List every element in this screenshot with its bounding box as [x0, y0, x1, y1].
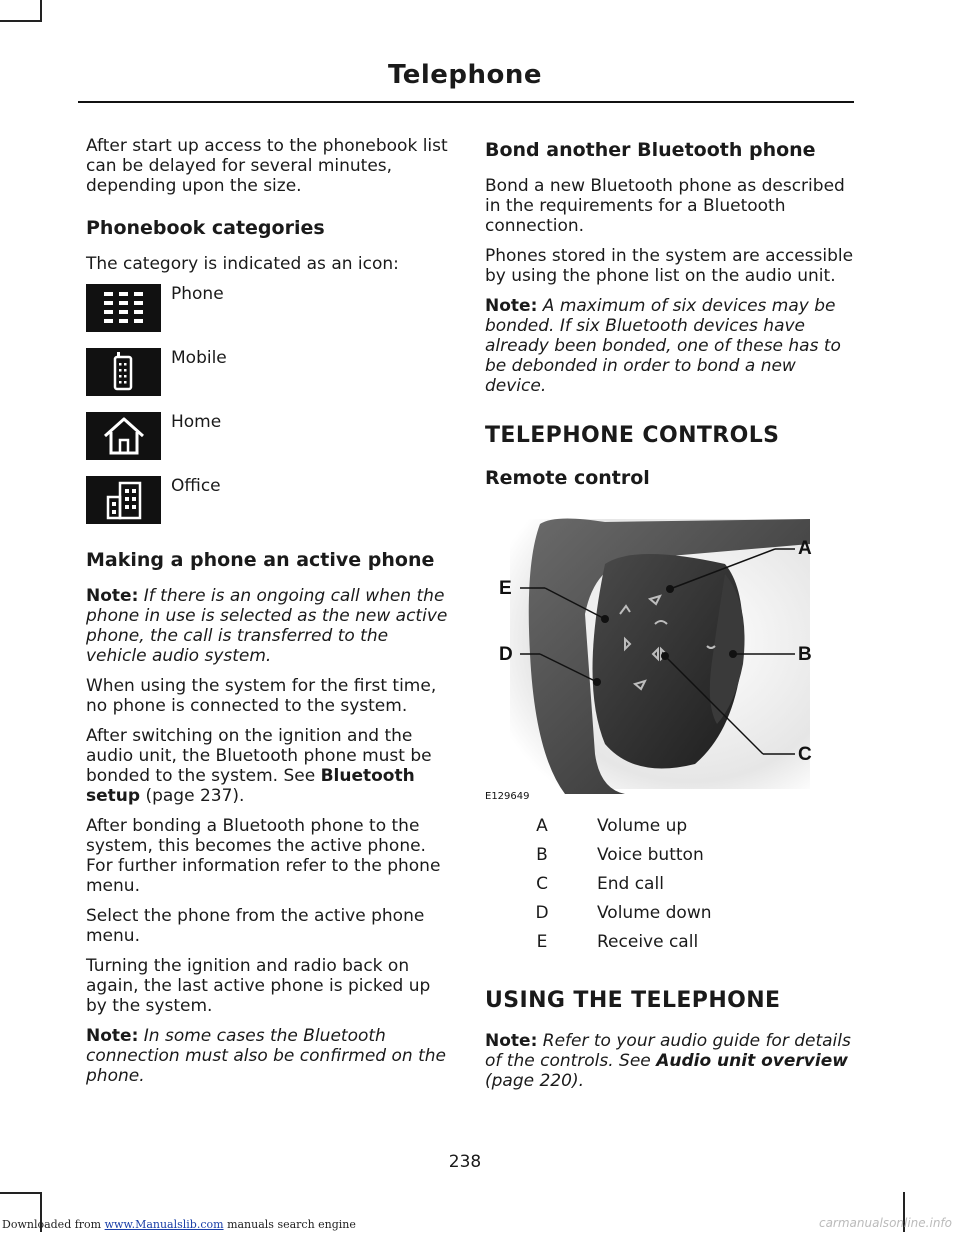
note-active-call	[86, 586, 452, 666]
callout-c: C	[798, 744, 812, 765]
controls-legend	[517, 816, 855, 961]
steering-wheel-illustration	[485, 504, 843, 802]
page-title: Telephone	[387, 60, 543, 90]
note-text: In some cases the Bluetooth connection must also be confirmed on the phone.	[86, 1026, 446, 1086]
legend-row	[517, 932, 855, 961]
telephone-controls-heading: TELEPHONE CONTROLS	[485, 423, 780, 448]
active-phone-heading: Making a phone an active phone	[86, 549, 435, 571]
keypad-icon	[86, 284, 161, 332]
legend-key: E	[536, 932, 548, 952]
note-label: Note:	[485, 1031, 538, 1051]
audio-unit-overview-link[interactable]: Audio unit overview	[656, 1051, 848, 1071]
legend-label: Receive call	[597, 932, 699, 952]
legend-label: Voice button	[597, 845, 704, 865]
bond-paragraph-1: Bond a new Bluetooth phone as described in the requirements for a Bluetooth connection.	[485, 176, 845, 236]
category-label: Home	[171, 412, 222, 432]
callout-b: B	[798, 644, 812, 665]
legend-row	[517, 874, 855, 903]
note-label: Note:	[86, 1026, 139, 1046]
legend-key: C	[536, 874, 548, 894]
remote-control-heading: Remote control	[485, 467, 650, 489]
callout-e: E	[499, 578, 512, 599]
bluetooth-setup-link[interactable]: Bluetooth setup	[86, 766, 415, 806]
category-mobile	[86, 344, 452, 408]
remote-control-figure	[485, 504, 843, 802]
ignition-paragraph: Turning the ignition and radio back on again, the last active phone is picked up by the system.	[86, 956, 431, 1016]
crop-mark	[40, 0, 42, 20]
legend-row	[517, 903, 855, 932]
callout-a: A	[798, 538, 812, 559]
legend-row	[517, 816, 855, 845]
legend-key: A	[536, 816, 548, 836]
crop-mark	[0, 20, 42, 22]
callout-d: D	[499, 644, 513, 665]
crop-mark	[0, 1192, 42, 1194]
note-audio-guide	[485, 1031, 855, 1091]
intro-paragraph: After start up access to the phonebook list can be delayed for several minutes, depending upon the size.	[86, 136, 448, 196]
active-phone-paragraph: After bonding a Bluetooth phone to the system, this becomes the active phone. For further information refer to the phone menu.	[86, 816, 441, 896]
note-text: If there is an ongoing call when the phone in use is selected as the new active phone, the call is transferred to the vehicle audio system.	[86, 586, 448, 666]
note-text: Refer to your audio guide for details of the controls. See	[485, 1031, 851, 1071]
note-label: Note:	[485, 296, 538, 316]
office-building-icon	[86, 476, 161, 524]
select-phone-paragraph: Select the phone from the active phone menu.	[86, 906, 425, 946]
note-max-devices	[485, 296, 855, 396]
manualslib-link[interactable]: www.Manualslib.com	[104, 1218, 224, 1231]
phonebook-heading: Phonebook categories	[86, 217, 325, 239]
category-label: Office	[171, 476, 221, 496]
legend-label: End call	[597, 874, 664, 894]
category-label: Mobile	[171, 348, 227, 368]
home-icon	[86, 412, 161, 460]
left-column	[86, 136, 452, 1096]
legend-label: Volume down	[597, 903, 712, 923]
legend-key: B	[536, 845, 548, 865]
note-text: A maximum of six devices may be bonded. If six Bluetooth devices have already been bonded, one of these has to be debonded in order to bond a new device.	[485, 296, 841, 396]
watermark: carmanualsonline.info	[818, 1216, 952, 1230]
legend-key: D	[535, 903, 549, 923]
using-telephone-heading: USING THE TELEPHONE	[485, 988, 781, 1013]
legend-row	[517, 845, 855, 874]
right-column	[485, 136, 855, 1101]
page-number: 238	[448, 1152, 482, 1172]
mobile-phone-icon	[86, 348, 161, 396]
download-footer	[2, 1218, 356, 1231]
bond-heading: Bond another Bluetooth phone	[485, 139, 816, 161]
page-reference: (page 237).	[145, 786, 245, 806]
category-home	[86, 408, 452, 472]
bonding-paragraph	[86, 726, 452, 806]
legend-label: Volume up	[597, 816, 688, 836]
figure-id: E129649	[485, 791, 530, 802]
header-divider	[78, 101, 854, 103]
category-intro: The category is indicated as an icon:	[86, 254, 399, 274]
category-label: Phone	[171, 284, 224, 304]
category-phone	[86, 280, 452, 344]
bond-paragraph-2: Phones stored in the system are accessible by using the phone list on the audio unit.	[485, 246, 854, 286]
note-confirm	[86, 1026, 452, 1086]
first-use-paragraph: When using the system for the first time, no phone is connected to the system.	[86, 676, 437, 716]
page-reference: (page 220).	[485, 1071, 584, 1091]
footer-prefix: Downloaded from	[2, 1218, 102, 1231]
footer-suffix: manuals search engine	[227, 1218, 356, 1231]
note-label: Note:	[86, 586, 139, 606]
category-office	[86, 472, 452, 536]
bonding-text: After switching on the ignition and the audio unit, the Bluetooth phone must be bonded to the system. See	[86, 726, 432, 786]
